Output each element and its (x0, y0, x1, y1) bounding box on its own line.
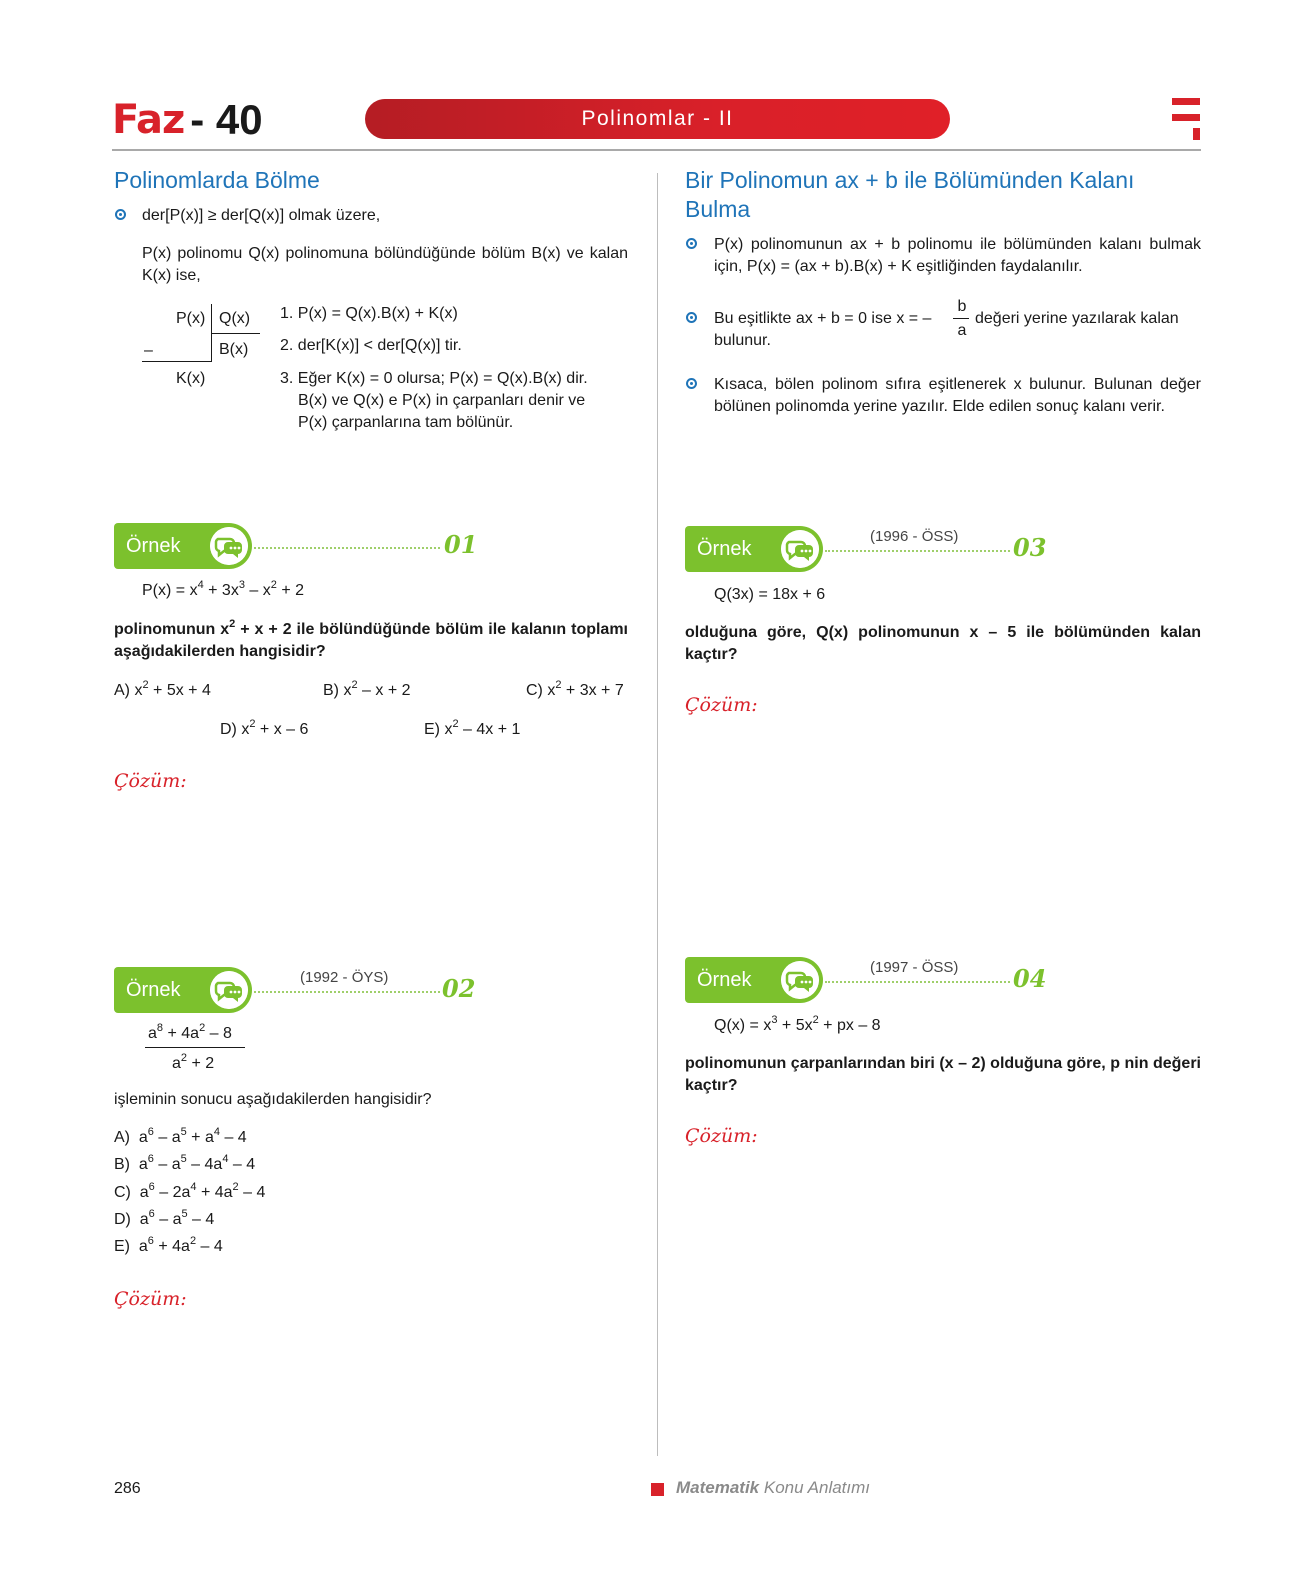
subtraction-line (142, 361, 212, 362)
divisor-underline (211, 333, 260, 334)
example-source: (1992 - ÖYS) (300, 969, 389, 986)
corner-logo-icon (1172, 98, 1200, 140)
minus-sign: – (144, 342, 153, 359)
section-heading-right-line1: Bir Polinomun ax + b ile Bölümünden Kalanı (685, 167, 1135, 193)
divisor-label: Q(x) (219, 310, 251, 327)
example-1-option-c: C) $x^2 + 3x + 7$ (526, 678, 624, 699)
footer-square-icon (651, 1483, 664, 1496)
bullet-icon (686, 312, 697, 323)
example-3-given: Q(3x) = 18x + 6 (714, 586, 826, 603)
speech-bubbles-icon (210, 971, 248, 1009)
remainder-label: K(x) (176, 370, 206, 387)
remainder-method: P(x) polinomunun ax + b polinomu ile bölümünden kalanı bulmak için, P(x) = (ax + b).B(x) + K eşitliğinden faydalanılır. (714, 236, 1201, 275)
fraction-bar (145, 1047, 245, 1048)
example-badge-label: Örnek (126, 535, 181, 557)
logo-text: Faz (112, 97, 185, 143)
example-badge-label: Örnek (697, 538, 752, 560)
example-2-option-a: A) $a^6 - a^5 + a^4 - 4$ (114, 1125, 247, 1146)
example-3-question: olduğuna göre, Q(x) polinomunun x – 5 ile bölümünden kalan kaçtır? (685, 624, 1201, 663)
substitution-text-pre: Bu eşitlikte ax + b = 0 ise x = – (714, 310, 932, 327)
example-badge-label: Örnek (697, 969, 752, 991)
example-4-question: polinomunun çarpanlarından biri (x – 2) olduğuna göre, p nin değeri kaçtır? (685, 1055, 1201, 1094)
fraction-bar (953, 318, 969, 319)
chapter-title-bar (365, 99, 950, 139)
example-4-given: $Q(x) = x^3 + 5x^2$ + px – 8 (714, 1013, 881, 1034)
fraction-denominator-a: a (957, 322, 967, 339)
bullet-icon (686, 238, 697, 249)
section-heading-right (685, 166, 1134, 224)
division-diagram (142, 302, 260, 392)
chapter-title: Polinomlar - II (581, 107, 734, 130)
bullet-icon (686, 378, 697, 389)
example-source: (1996 - ÖSS) (870, 528, 959, 545)
page-number: 286 (114, 1480, 141, 1497)
rule-3-cont-2: P(x) çarpanlarına tam bölünür. (298, 414, 514, 431)
solution-label: Çözüm: (685, 694, 758, 716)
example-1-question: polinomunun $x^2 + x + 2$ ile bölündüğünde bölüm ile kalanın toplamı aşağıdakilerden hangisidir? (114, 617, 629, 660)
book-title-rest: Konu Anlatımı (759, 1478, 871, 1497)
example-dotted-leader (825, 550, 1010, 552)
solution-label: Çözüm: (114, 770, 187, 792)
section-heading-right-line2: Bulma (685, 196, 751, 222)
example-number: 01 (444, 530, 478, 559)
example-badge (114, 967, 252, 1013)
column-divider (657, 173, 658, 1456)
example-1-option-d: D) $x^2 + x - 6$ (220, 717, 309, 738)
section-heading-left: Polinomlarda Bölme (114, 167, 320, 193)
example-dotted-leader (254, 991, 440, 993)
rule-2: 2. der[K(x)] < der[Q(x)] tir. (280, 337, 462, 354)
example-2-denominator: $a^2 + 2$ (172, 1051, 215, 1072)
substitution-text-line2: bulunur. (714, 332, 771, 349)
example-badge (685, 526, 823, 572)
degree-condition: der[P(x)] ≥ der[Q(x)] olmak üzere, (142, 207, 381, 224)
rule-1: 1. P(x) = Q(x).B(x) + K(x) (280, 305, 458, 322)
example-1-option-b: B) $x^2 - x + 2$ (323, 678, 411, 699)
rule-3: 3. Eğer K(x) = 0 olursa; P(x) = Q(x).B(x) dir. (280, 370, 588, 387)
bullet-icon (115, 209, 126, 220)
solution-label: Çözüm: (114, 1288, 187, 1310)
example-number: 04 (1013, 964, 1047, 993)
fraction-numerator-b: b (957, 298, 967, 315)
example-2-numerator: $a^8 + 4a^2 - 8$ (148, 1021, 232, 1042)
book-title-bold: Matematik (676, 1478, 760, 1497)
quotient-label: B(x) (219, 341, 249, 358)
example-2-option-e: E) $a^6 + 4a^2 - 4$ (114, 1234, 223, 1255)
example-number: 03 (1013, 533, 1047, 562)
example-badge (114, 523, 252, 569)
example-number: 02 (442, 974, 476, 1003)
rule-3-cont-1: B(x) ve Q(x) e P(x) in çarpanları denir ve (298, 392, 586, 409)
dividend-label: P(x) (176, 310, 206, 327)
faz-logo (112, 96, 263, 143)
example-2-option-c: C) $a^6 - 2a^4 + 4a^2 - 4$ (114, 1180, 266, 1201)
example-2-option-d: D) $a^6 - a^5 - 4$ (114, 1207, 215, 1228)
example-badge (685, 957, 823, 1003)
speech-bubbles-icon (781, 530, 819, 568)
logo-number: - 40 (190, 96, 263, 143)
example-1-option-e: E) $x^2 - 4x + 1$ (424, 717, 521, 738)
book-title (676, 1478, 870, 1498)
example-1-option-a: A) $x^2 + 5x + 4$ (114, 678, 211, 699)
speech-bubbles-icon (210, 527, 248, 565)
example-2-question: işleminin sonucu aşağıdakilerden hangisidir? (114, 1091, 432, 1108)
example-dotted-leader (254, 547, 440, 549)
example-badge-label: Örnek (126, 979, 181, 1001)
header-divider (112, 149, 1201, 151)
example-source: (1997 - ÖSS) (870, 959, 959, 976)
example-2-option-b: B) $a^6 - a^5 - 4a^4 - 4$ (114, 1152, 256, 1173)
division-intro: P(x) polinomu Q(x) polinomuna bölündüğünde bölüm B(x) ve kalan K(x) ise, (142, 245, 628, 284)
substitution-text-post: değeri yerine yazılarak kalan (975, 310, 1179, 327)
speech-bubbles-icon (781, 961, 819, 999)
solution-label: Çözüm: (685, 1125, 758, 1147)
example-1-given: $P(x) = x^4 + 3x^3 - x^2 + 2$ (142, 578, 305, 599)
summary-text: Kısaca, bölen polinom sıfıra eşitlenerek x bulunur. Bulunan değer bölünen polinomda yerine yazılır. Elde edilen sonuç kalanı verir. (714, 376, 1201, 415)
example-dotted-leader (825, 981, 1010, 983)
